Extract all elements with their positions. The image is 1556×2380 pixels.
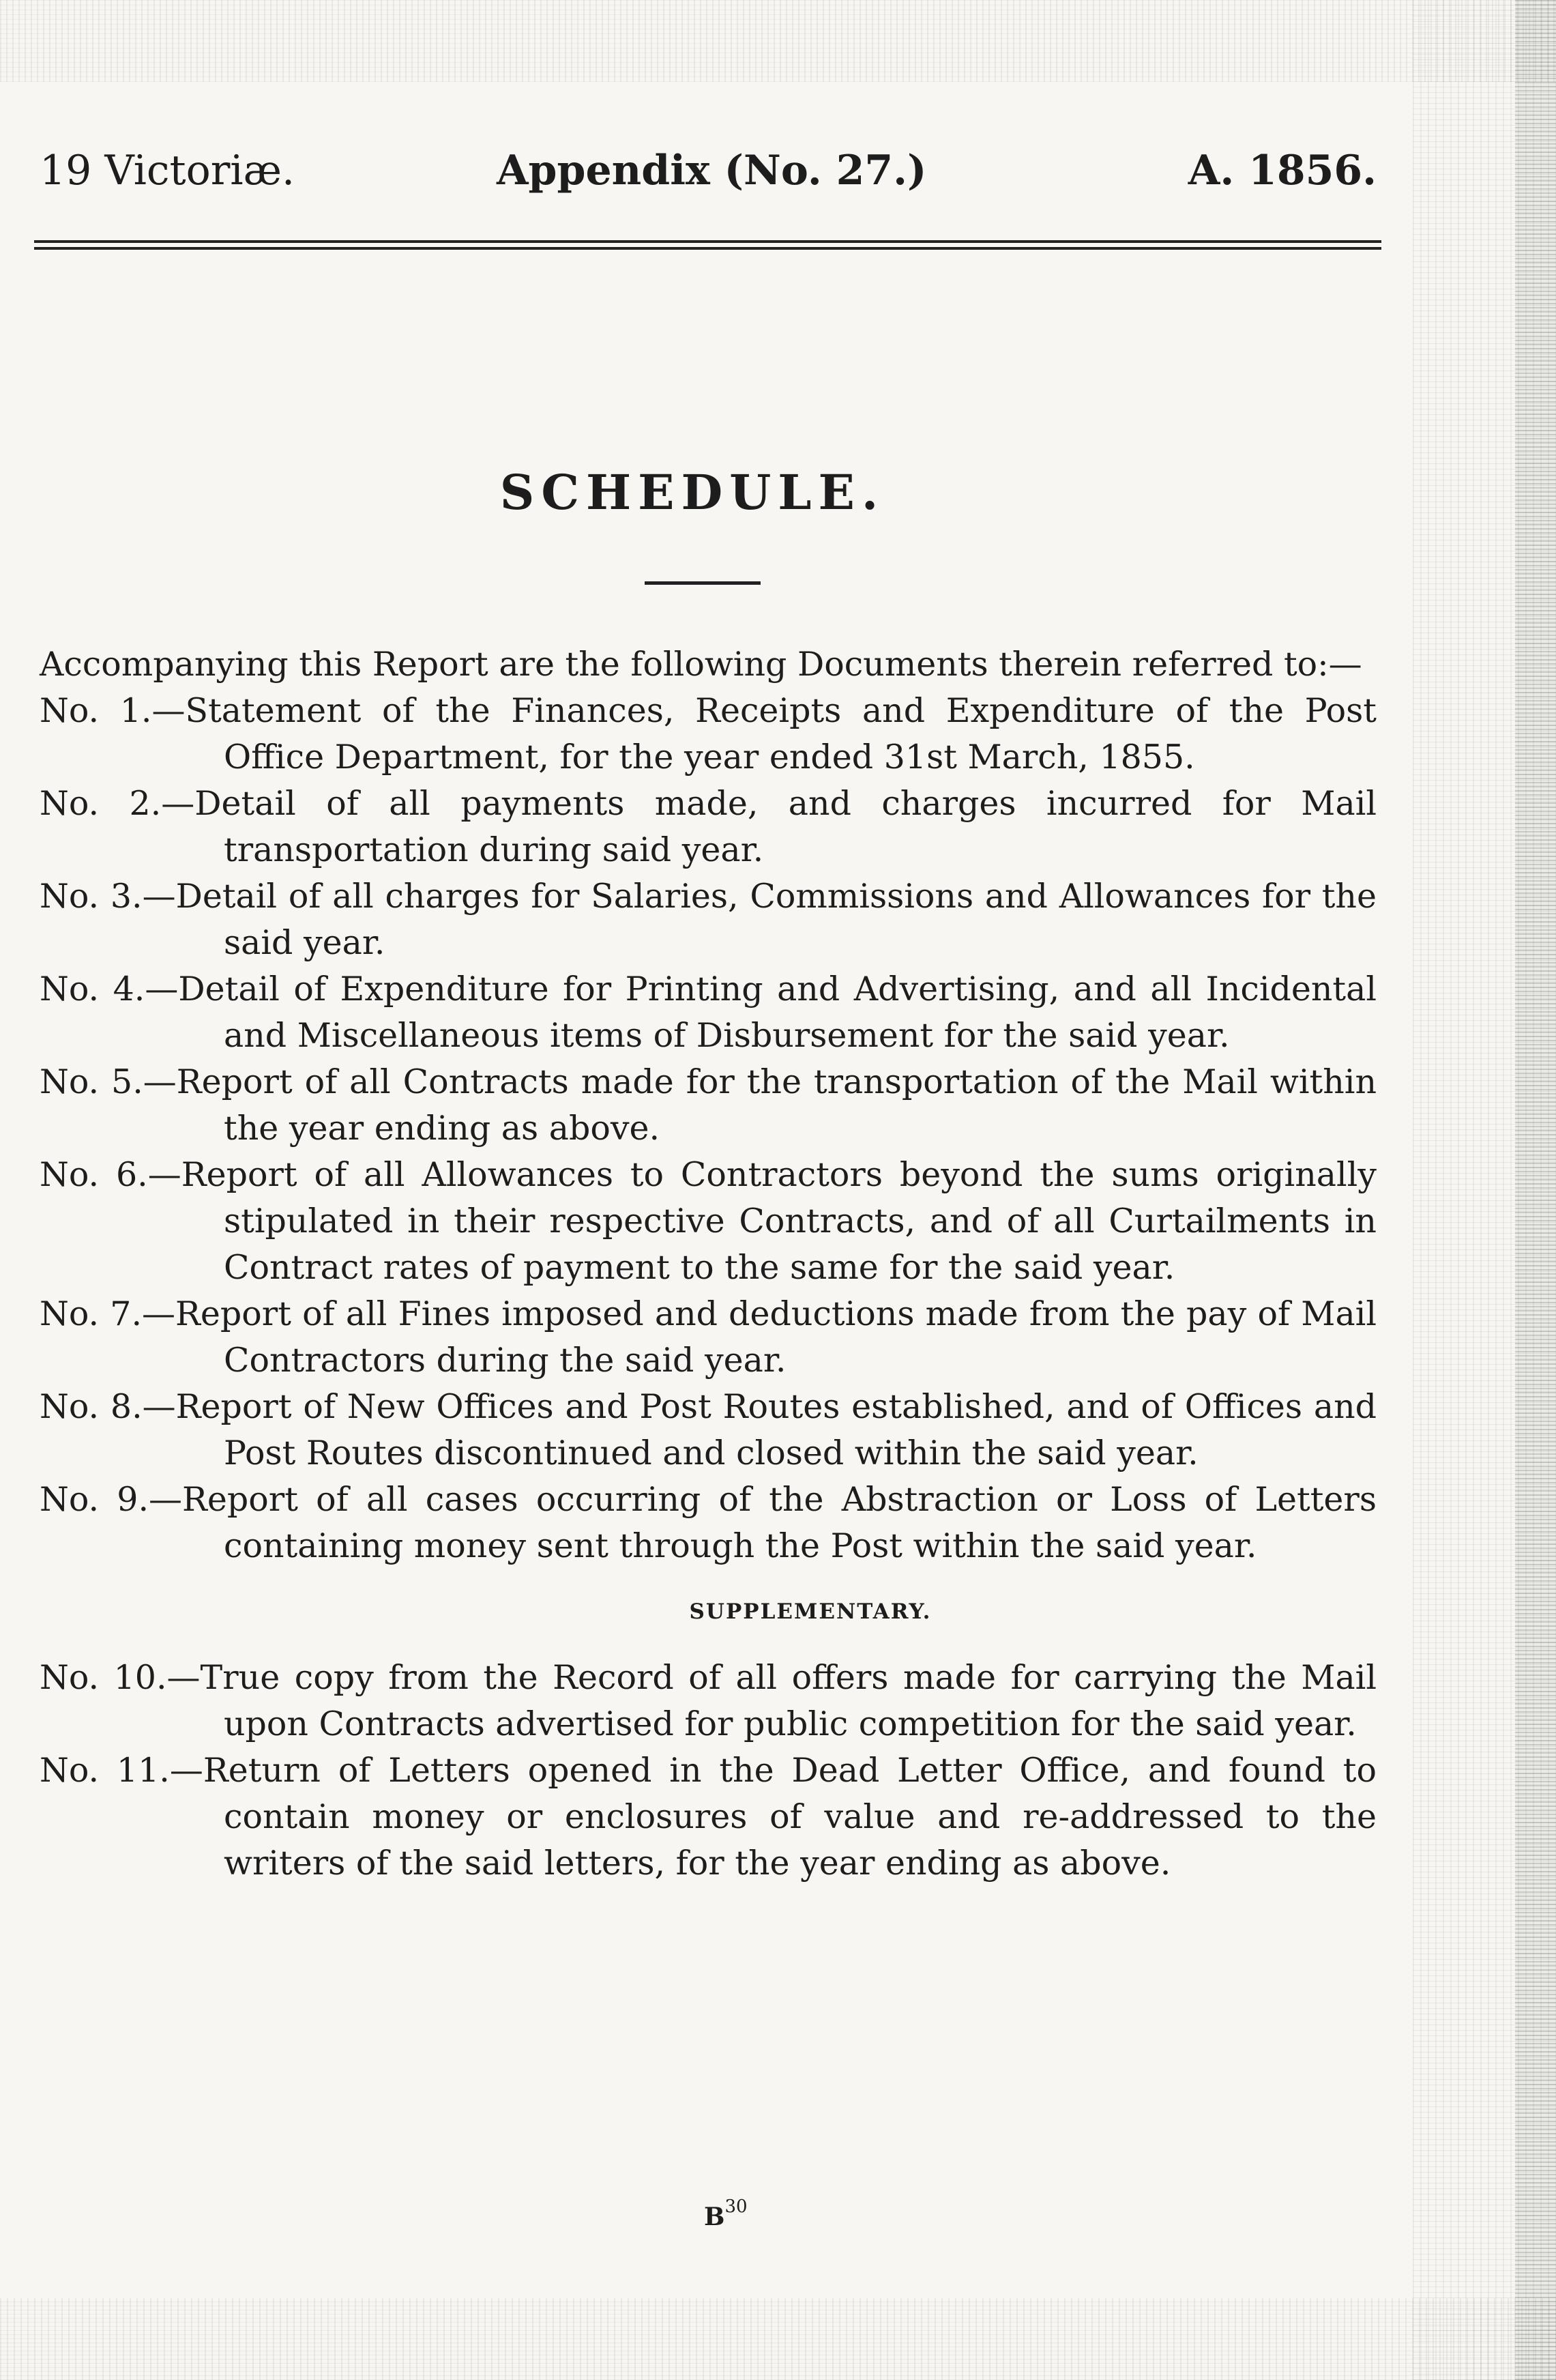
header-year: A. 1856. [1188,147,1377,194]
header-double-rule [34,240,1381,250]
running-header [40,140,1377,201]
schedule-item-2: No. 2.—Detail of all payments made, and charges incurred for Mail transportation during said year. [40,784,1377,869]
schedule-item-7: No. 7.—Report of all Fines imposed and deductions made from the pay of Mail Contractors during the said year. [40,1294,1377,1380]
supplementary-item-10: No. 10.—True copy from the Record of all offers made for carrying the Mail upon Contracts advertised for public competition for the said year. [40,1658,1377,1743]
supplementary-heading: SUPPLEMENTARY. [689,1599,932,1624]
page-title: SCHEDULE. [499,464,885,521]
schedule-item-5: No. 5.—Report of all Contracts made for the transportation of the Mail within the year ending as above. [40,1062,1377,1148]
signature-number: 30 [724,2196,748,2217]
schedule-item-4: No. 4.—Detail of Expenditure for Printing and Advertising, and all Incidental and Miscellaneous items of Disbursement for the said year. [40,970,1377,1055]
header-appendix: Appendix (No. 27.) [497,147,927,194]
schedule-item-1: No. 1.—Statement of the Finances, Receipts and Expenditure of the Post Office Department, for the year ended 31st March, 1855. [40,691,1377,777]
header-regnal-year: 19 Victoriæ. [40,147,295,194]
intro-paragraph: Accompanying this Report are the following Documents therein referred to:— [40,645,1362,684]
schedule-item-9: No. 9.—Report of all cases occurring of the Abstraction or Loss of Letters containing money sent through the Post within the said year. [40,1480,1377,1565]
schedule-item-6: No. 6.—Report of all Allowances to Contractors beyond the sums originally stipulated in their respective Contracts, and of all Curtailments in Contract rates of payment to the same for the said year. [40,1155,1377,1287]
signature-letter: B [704,2203,725,2231]
schedule-item-8: No. 8.—Report of New Offices and Post Routes established, and of Offices and Post Routes discontinued and closed within the said year. [40,1387,1377,1472]
scan-noise-bottom [0,2298,1556,2380]
printer-signature-mark [704,2196,748,2231]
scan-noise-top [0,0,1556,82]
title-rule [645,581,761,585]
schedule-body [40,641,1377,1887]
supplementary-item-11: No. 11.—Return of Letters opened in the Dead Letter Office, and found to contain money or enclosures of value and re-addressed to the writers of the said letters, for the year ending as above. [40,1751,1377,1883]
schedule-item-3: No. 3.—Detail of all charges for Salaries, Commissions and Allowances for the said year. [40,877,1377,962]
scan-edge-right [1515,0,1556,2380]
